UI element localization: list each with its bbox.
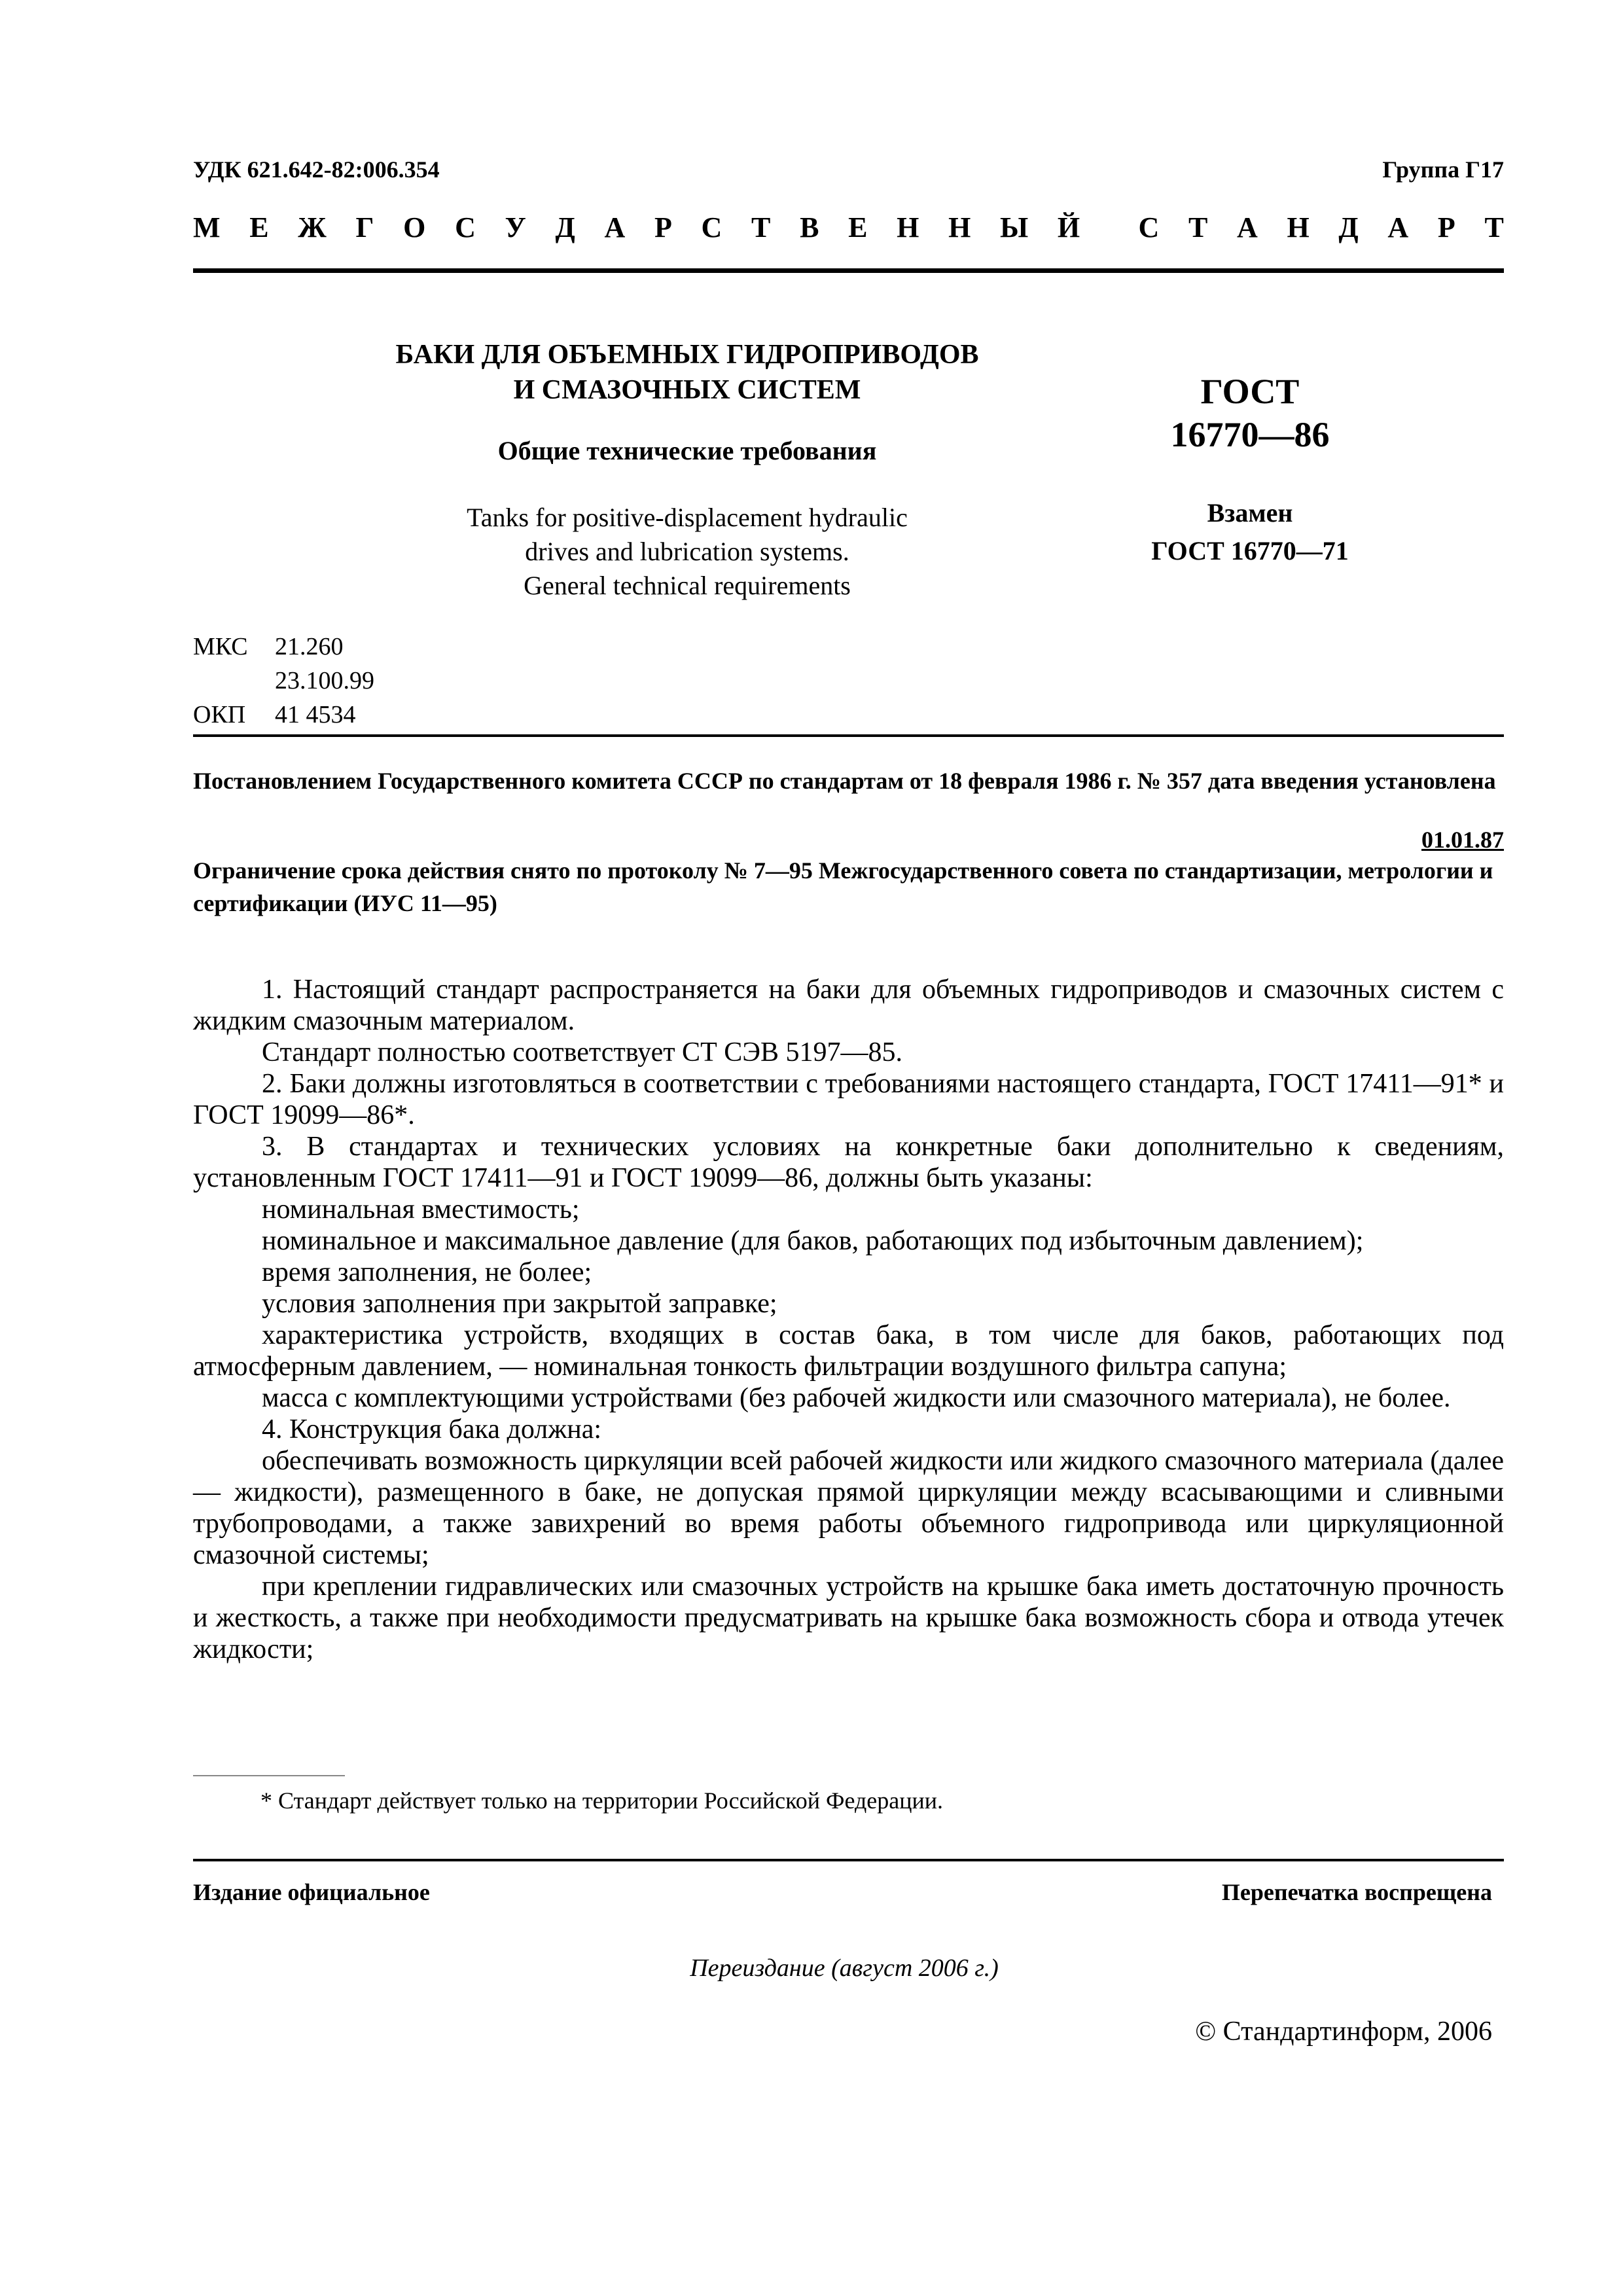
heading-letter: С (455, 211, 476, 243)
heading-letter: М (193, 211, 221, 243)
document-subtitle: Общие технические требования (497, 436, 877, 465)
reissue-note: Переиздание (август 2006 г.) (690, 1954, 999, 1982)
heading-letter: Н (897, 211, 919, 243)
heading-letter: В (800, 211, 819, 243)
footer-divider (193, 1859, 1504, 1861)
heading-letter: Г (355, 211, 374, 243)
heading-letter: С (1138, 211, 1160, 243)
mks-code: 21.260 (275, 633, 344, 660)
english-title (340, 501, 1034, 603)
heading-letter: Д (1338, 211, 1359, 243)
heading-letter: Н (948, 211, 971, 243)
heading-letter: Д (555, 211, 575, 243)
body-paragraph: масса с комплектующими устройствами (без рабочей жидкости или смазочного материала), не более. (262, 1383, 1451, 1413)
footnote-separator (193, 1775, 345, 1776)
body-paragraph: 4. Конструкция бака должна: (262, 1414, 602, 1444)
classification-codes (193, 630, 374, 732)
interstate-standard-heading (193, 211, 1504, 244)
replaced-standard (1113, 494, 1387, 570)
heading-letter: О (403, 211, 426, 243)
effective-date: 01.01.87 (1421, 827, 1504, 853)
heading-letter: У (505, 211, 526, 243)
title-line: БАКИ ДЛЯ ОБЪЕМНЫХ ГИДРОПРИВОДОВ (395, 340, 979, 370)
heading-letter: А (604, 211, 626, 243)
heading-letter: Е (249, 211, 269, 243)
group-code: Группа Г17 (1382, 156, 1504, 183)
reprint-notice: Перепечатка воспрещена (1221, 1879, 1492, 1905)
okp-code: 41 4534 (275, 701, 356, 728)
body-paragraph: 3. В стандартах и технических условиях на конкретные баки дополнительно к сведениям, установленным ГОСТ 17411—91 и ГОСТ 19099—86, должны быть указаны: (193, 1132, 1504, 1193)
okp-label: ОКП (193, 701, 246, 728)
english-title-line: General technical requirements (524, 571, 851, 600)
standard-body (193, 974, 1504, 1665)
heading-letter: Т (751, 211, 771, 243)
heading-letter: А (1237, 211, 1258, 243)
english-title-line: Tanks for positive-displacement hydraulic (467, 503, 908, 532)
replaced-label: Взамен (1207, 498, 1293, 528)
body-paragraph: номинальная вместимость; (262, 1194, 580, 1225)
header-divider (193, 268, 1504, 273)
edition-label: Издание официальное (193, 1879, 430, 1905)
heading-letter: Й (1057, 211, 1080, 243)
heading-letter: Н (1287, 211, 1310, 243)
body-paragraph: 1. Настоящий стандарт распространяется на баки для объемных гидроприводов и смазочных систем с жидким смазочным материалом. (193, 975, 1504, 1036)
body-paragraph: обеспечивать возможность циркуляции всей рабочей жидкости или жидкого смазочного материала (далее — жидкости), размещенного в баке, не допуская прямой циркуляции между всасывающими и сливными трубопроводами, а также завихрений во время работы объемного гидропривода или циркуляционной смазочной системы; (193, 1446, 1504, 1570)
heading-letter: Ж (298, 211, 327, 243)
body-paragraph: Стандарт полностью соответствует СТ СЭВ 5197—85. (262, 1037, 902, 1067)
heading-letter: С (701, 211, 722, 243)
mks-label: МКС (193, 633, 248, 660)
mks-code: 23.100.99 (275, 667, 374, 694)
decree-text: Постановлением Государственного комитета СССР по стандартам от 18 февраля 1986 г. № 357 дата введения установлена (193, 768, 1496, 794)
heading-letter: Ы (1000, 211, 1029, 243)
replaced-number: ГОСТ 16770—71 (1151, 536, 1349, 565)
codes-divider (193, 734, 1504, 737)
udk-code: УДК 621.642-82:006.354 (193, 156, 440, 183)
body-paragraph: время заполнения, не более; (262, 1257, 592, 1287)
document-title (340, 337, 1034, 408)
body-paragraph: условия заполнения при закрытой заправке; (262, 1289, 777, 1319)
title-line: И СМАЗОЧНЫХ СИСТЕМ (513, 375, 861, 405)
limit-removed-text: Ограничение срока действия снято по протоколу № 7—95 Межгосударственного совета по стандартизации, метрологии и сертификации (ИУС 11—95) (193, 857, 1493, 916)
body-paragraph: характеристика устройств, входящих в состав бака, в том числе для баков, работающих под атмосферным давлением, — номинальная тонкость фильтрации воздушного фильтра сапуна; (193, 1320, 1504, 1382)
heading-letter: Р (1437, 211, 1455, 243)
heading-letter: Т (1484, 211, 1504, 243)
copyright: © Стандартинформ, 2006 (1195, 2017, 1492, 2047)
gost-number: 16770—86 (1170, 415, 1330, 454)
body-paragraph: 2. Баки должны изготовляться в соответствии с требованиями настоящего стандарта, ГОСТ 17411—91* и ГОСТ 19099—86*. (193, 1069, 1504, 1130)
english-title-line: drives and lubrication systems. (525, 537, 849, 566)
heading-letter: Е (848, 211, 868, 243)
heading-letter: Т (1188, 211, 1208, 243)
gost-number-block (1113, 370, 1387, 456)
body-paragraph: номинальное и максимальное давление (для баков, работающих под избыточным давлением); (262, 1226, 1364, 1256)
footnote: * Стандарт действует только на территории Российской Федерации. (260, 1787, 944, 1814)
heading-letter: Р (654, 211, 672, 243)
gost-label: ГОСТ (1200, 372, 1300, 411)
body-paragraph: при креплении гидравлических или смазочных устройств на крышке бака иметь достаточную прочность и жесткость, а также при необходимости предусматривать на крышке бака возможность сбора и отвода утечек жидкости; (193, 1571, 1504, 1664)
heading-letter: А (1387, 211, 1409, 243)
